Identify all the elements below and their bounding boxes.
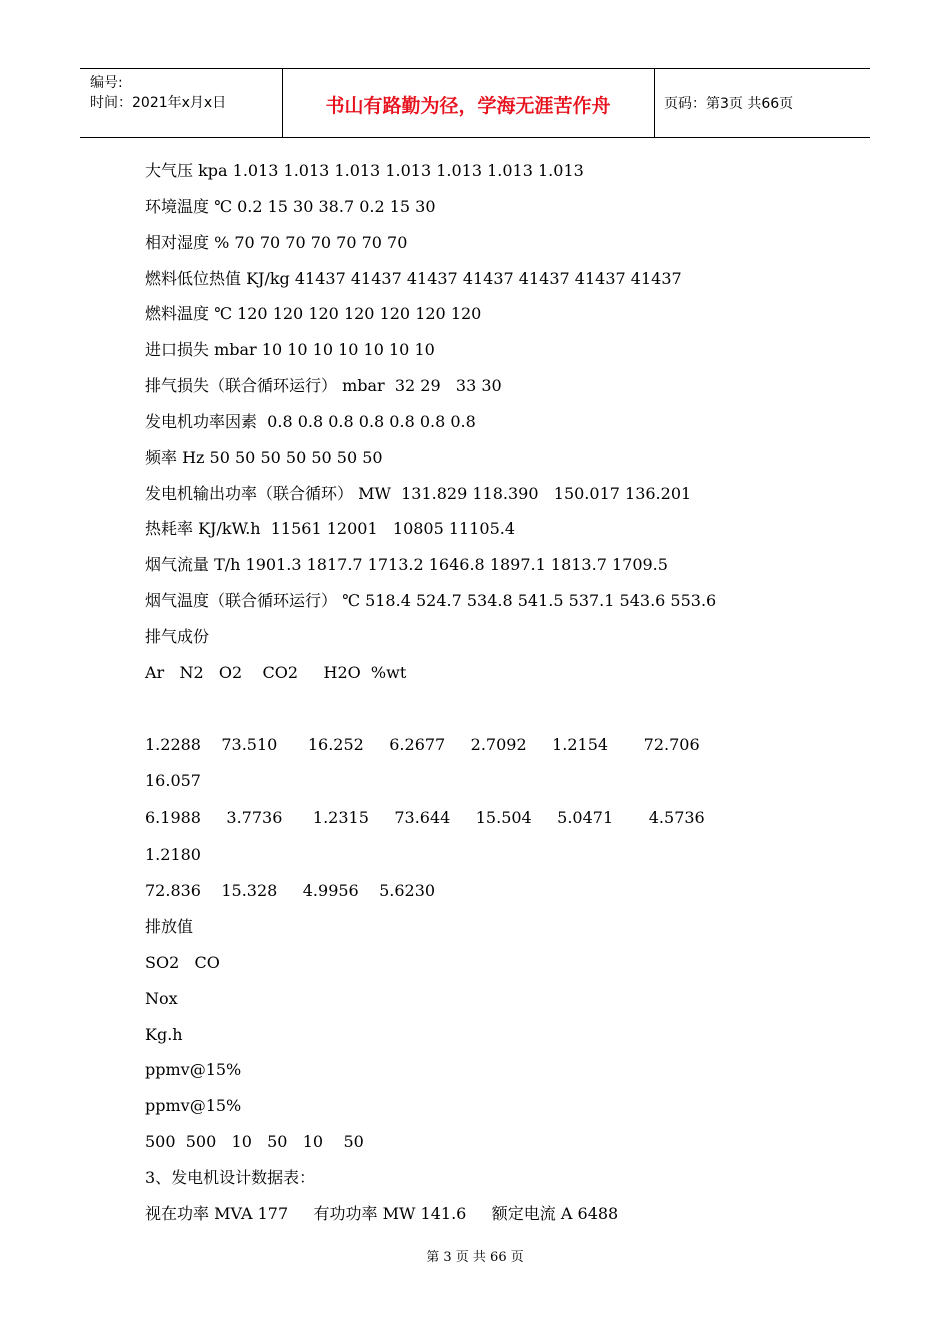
header-divider	[654, 69, 655, 137]
text-line: SO2 CO	[145, 953, 220, 972]
page-header	[80, 68, 870, 138]
text-line: Kg.h	[145, 1025, 183, 1044]
text-line: 1.2288 73.510 16.252 6.2677 2.7092 1.2154 72.706	[145, 735, 700, 754]
text-line: 视在功率 MVA 177 有功功率 MW 141.6 额定电流 A 6488	[145, 1204, 619, 1223]
text-line: 1.2180	[145, 845, 201, 864]
header-page-info: 页码：第3页 共66页	[664, 96, 794, 112]
header-meta	[90, 73, 226, 113]
text-line: 燃料温度 ℃ 120 120 120 120 120 120 120	[145, 304, 482, 323]
text-line: 大气压 kpa 1.013 1.013 1.013 1.013 1.013 1.013 1.013	[145, 161, 584, 180]
text-line: 发电机功率因素 0.8 0.8 0.8 0.8 0.8 0.8 0.8	[145, 412, 476, 431]
text-line: Ar N2 O2 CO2 H2O %wt	[145, 663, 407, 682]
text-line: 排气成份	[145, 627, 210, 646]
page-footer: 第 3 页 共 66 页	[426, 1250, 524, 1265]
text-line: Nox	[145, 989, 178, 1008]
text-line: 烟气温度（联合循环运行） ℃ 518.4 524.7 534.8 541.5 537.1 543.6 553.6	[145, 591, 717, 610]
text-line: 相对湿度 % 70 70 70 70 70 70 70	[145, 233, 408, 252]
text-line: 热耗率 KJ/kW.h 11561 12001 10805 11105.4	[145, 519, 516, 538]
header-motto: 书山有路勤为径，学海无涯苦作舟	[325, 95, 611, 117]
text-line: 烟气流量 T/h 1901.3 1817.7 1713.2 1646.8 1897.1 1813.7 1709.5	[145, 555, 668, 574]
text-line: 72.836 15.328 4.9956 5.6230	[145, 881, 436, 900]
text-line: ppmv@15%	[145, 1096, 242, 1115]
document-number-label: 编号:	[90, 75, 123, 91]
text-line: 3、发电机设计数据表：	[145, 1168, 316, 1187]
text-line: 排放值	[145, 917, 194, 936]
text-line: ppmv@15%	[145, 1060, 242, 1079]
text-line: 排气损失（联合循环运行） mbar 32 29 33 30	[145, 376, 502, 395]
text-line: 环境温度 ℃ 0.2 15 30 38.7 0.2 15 30	[145, 197, 436, 216]
text-line: 发电机输出功率（联合循环） MW 131.829 118.390 150.017 136.201	[145, 484, 692, 503]
text-line: 500 500 10 50 10 50	[145, 1132, 364, 1151]
text-line: 16.057	[145, 771, 201, 790]
text-line: 频率 Hz 50 50 50 50 50 50 50	[145, 448, 383, 467]
document-time-label: 时间：2021年x月x日	[90, 95, 227, 111]
text-line: 进口损失 mbar 10 10 10 10 10 10 10	[145, 340, 435, 359]
text-line: 燃料低位热值 KJ/kg 41437 41437 41437 41437 41437 41437 41437	[145, 269, 682, 288]
text-line: 6.1988 3.7736 1.2315 73.644 15.504 5.0471 4.5736	[145, 808, 705, 827]
